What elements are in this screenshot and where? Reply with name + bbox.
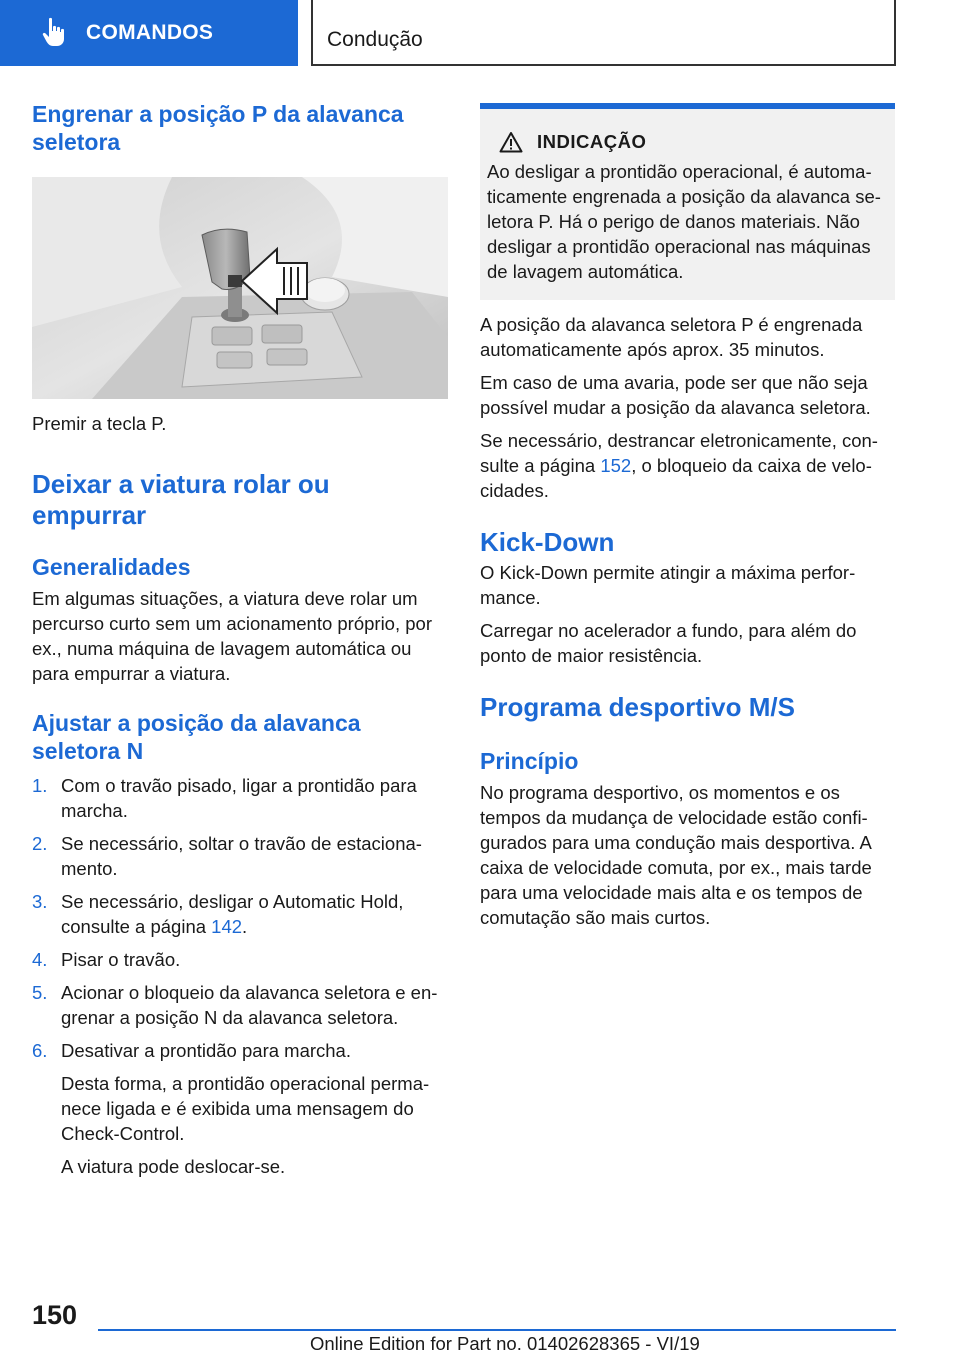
paragraph-unlock [480, 428, 895, 503]
list-item [32, 889, 448, 939]
unlock-text-before: Se necessário, destrancar eletronicamente, con-sulte a página [480, 430, 878, 476]
unlock-text-after: , o bloqueio da caixa de velo-cidades. [480, 455, 872, 501]
chapter-tab-label: COMANDOS [86, 21, 214, 44]
step-number: 1. [32, 775, 48, 796]
step-text-after: . [242, 916, 248, 937]
heading-kickdown: Kick-Down [480, 527, 615, 557]
page-number: 150 [32, 1300, 78, 1330]
list-item [32, 773, 448, 823]
step-text-before: Se necessário, desligar o Automatic Hold, consulte a página [61, 891, 404, 937]
step-text: Com o travão pisado, ligar a prontidão para marcha. [61, 775, 417, 821]
figure-caption: Premir a tecla P. [32, 413, 167, 434]
section-header [311, 0, 896, 66]
heading-adjust-n: Ajustar a posição da alavanca seletora N [32, 710, 361, 764]
footer-divider [98, 1329, 896, 1331]
heading-principle: Princípio [480, 748, 579, 774]
figure-selector-lever [32, 177, 448, 399]
paragraph-general: Em algumas situações, a viatura deve rolar um percurso curto sem um acionamento próprio, por ex., numa máquina de lavagem automática ou para empurrar a viatura. [32, 588, 432, 684]
heading-sport-program: Programa desportivo M/S [480, 692, 795, 722]
step-number: 6. [32, 1040, 48, 1061]
step-number: 2. [32, 833, 48, 854]
step-text: Desativar a prontidão para marcha. [61, 1040, 351, 1061]
step6-continuation-1: Desta forma, a prontidão operacional perma-nece ligada e é exibida uma mensagem do Check-Control. [61, 1073, 430, 1144]
selector-lever-illustration [32, 177, 448, 399]
notice-text: Ao desligar a prontidão operacional, é automa-ticamente engrenada a posição da alavanca se-letora P. Há o perigo de danos materiais. Não desligar a prontidão operacional nas máquinas de lavagem automática. [487, 161, 881, 282]
warning-triangle-icon [499, 131, 523, 153]
list-item [32, 831, 448, 881]
footer-edition: Online Edition for Part no. 01402628365 - VI/19 [310, 1333, 700, 1354]
step-number: 3. [32, 891, 48, 912]
list-item [32, 1038, 448, 1063]
paragraph-principle: No programa desportivo, os momentos e os tempos da mudança de velocidade estão confi-gurados para uma condução mais desportiva. A caixa de velocidade comuta, por ex., mais tarde para uma velocidade mais alta e os tempos de comutação são mais curtos. [480, 782, 872, 928]
right-column [480, 103, 895, 930]
page-link-152[interactable]: 152 [600, 455, 632, 476]
left-column [32, 100, 448, 1187]
step6-continuation-2: A viatura pode deslocar-se. [61, 1156, 286, 1177]
heading-general: Generalidades [32, 554, 191, 580]
step-number: 5. [32, 982, 48, 1003]
notice-title: INDICAÇÃO [537, 131, 647, 152]
paragraph-kickdown-2: Carregar no acelerador a fundo, para além do ponto de maior resistência. [480, 620, 857, 666]
notice-box [480, 103, 895, 300]
list-item [32, 947, 448, 972]
paragraph-fault: Em caso de uma avaria, pode ser que não seja possível mudar a posição da alavanca seletora. [480, 372, 871, 418]
paragraph-auto-p: A posição da alavanca seletora P é engrenada automaticamente após aprox. 35 minutos. [480, 314, 863, 360]
step-text [61, 889, 448, 939]
step-text: Pisar o travão. [61, 949, 181, 970]
heading-roll-push: Deixar a viatura rolar ou empurrar [32, 469, 330, 530]
paragraph-kickdown-1: O Kick-Down permite atingir a máxima perfor-mance. [480, 562, 856, 608]
steps-list [32, 773, 448, 1063]
notice-header [499, 131, 887, 153]
section-title: Condução [327, 28, 423, 51]
heading-engage-p: Engrenar a posição P da alavanca seletora [32, 101, 404, 155]
page-link-142[interactable]: 142 [211, 916, 243, 937]
list-item [32, 980, 448, 1030]
hand-pointer-icon [38, 16, 72, 50]
step-text: Se necessário, soltar o travão de estaciona-mento. [61, 833, 422, 879]
step-number: 4. [32, 949, 48, 970]
chapter-tab[interactable] [0, 0, 298, 66]
step-text: Acionar o bloqueio da alavanca seletora e en-grenar a posição N da alavanca seletora. [61, 982, 438, 1028]
